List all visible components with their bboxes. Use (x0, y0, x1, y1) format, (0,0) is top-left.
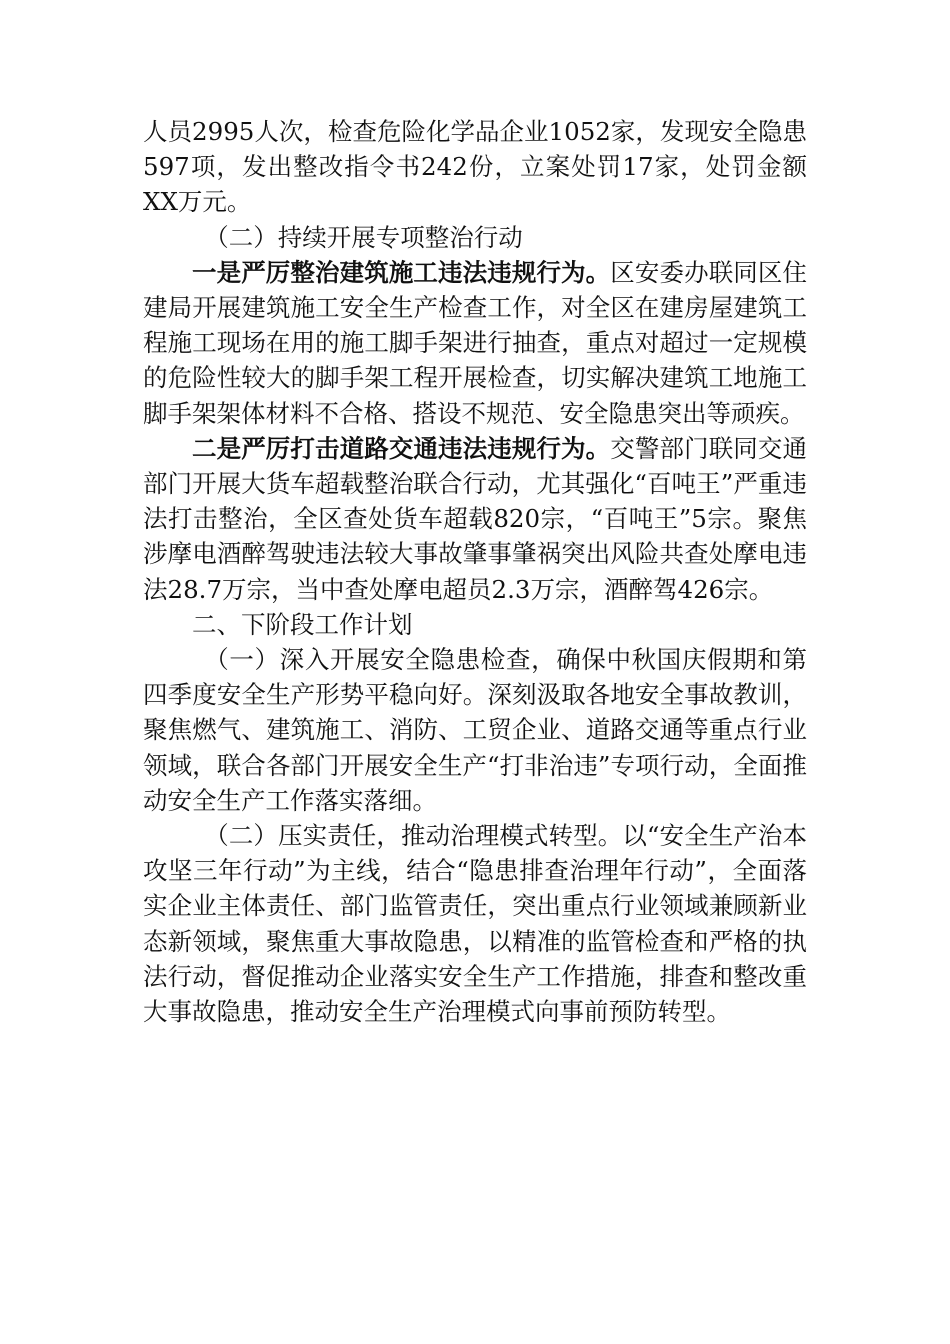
paragraph-road-traffic (143, 431, 807, 607)
lead-road-traffic: 二是严厉打击道路交通违法违规行为。 (192, 433, 611, 463)
subheading-special-rectification: （二）持续开展专项整治行动 (204, 222, 523, 252)
paragraph-inspection-stats: 人员2995人次，检查危险化学品企业1052家，发现安全隐患597项，发出整改指令书242份，立案处罚17家，处罚金额XX万元。 (143, 117, 807, 217)
paragraph-construction (143, 255, 807, 431)
document-body (143, 114, 807, 1029)
body-road-traffic: 交警部门联同交通部门开展大货车超载整治联合行动，尤其强化“百吨王”严重违法打击整治，全区查处货车超载820宗，“百吨王”5宗。聚焦涉摩电酒醉驾驶违法较大事故肇事肇祸突出风险共查处摩电违法28.7万宗，当中查处摩电超员2.3万宗，酒醉驾426宗。 (143, 433, 808, 604)
body-construction: 区安委办联同区住建局开展建筑施工安全生产检查工作，对全区在建房屋建筑工程施工现场在用的施工脚手架进行抽查，重点对超过一定规模的危险性较大的脚手架工程开展检查，切实解决建筑工地施工脚手架架体材料不合格、搭设不规范、安全隐患突出等顽疾。 (143, 257, 808, 428)
heading-next-stage-plan: 二、下阶段工作计划 (192, 609, 413, 639)
lead-construction: 一是严厉整治建筑施工违法违规行为。 (192, 257, 611, 287)
paragraph-hazard-inspection: （一）深入开展安全隐患检查，确保中秋国庆假期和第四季度安全生产形势平稳向好。深刻汲取各地安全事故教训，聚焦燃气、建筑施工、消防、工贸企业、道路交通等重点行业领域，联合各部门开展安全生产“打非治违”专项行动，全面推动安全生产工作落实落细。 (143, 645, 807, 815)
paragraph-responsibility: （二）压实责任，推动治理模式转型。以“安全生产治本攻坚三年行动”为主线，结合“隐患排查治理年行动”，全面落实企业主体责任、部门监管责任，突出重点行业领域兼顾新业态新领域，聚焦重大事故隐患，以精准的监管检查和严格的执法行动，督促推动企业落实安全生产工作措施，排查和整改重大事故隐患，推动安全生产治理模式向事前预防转型。 (143, 821, 807, 1027)
